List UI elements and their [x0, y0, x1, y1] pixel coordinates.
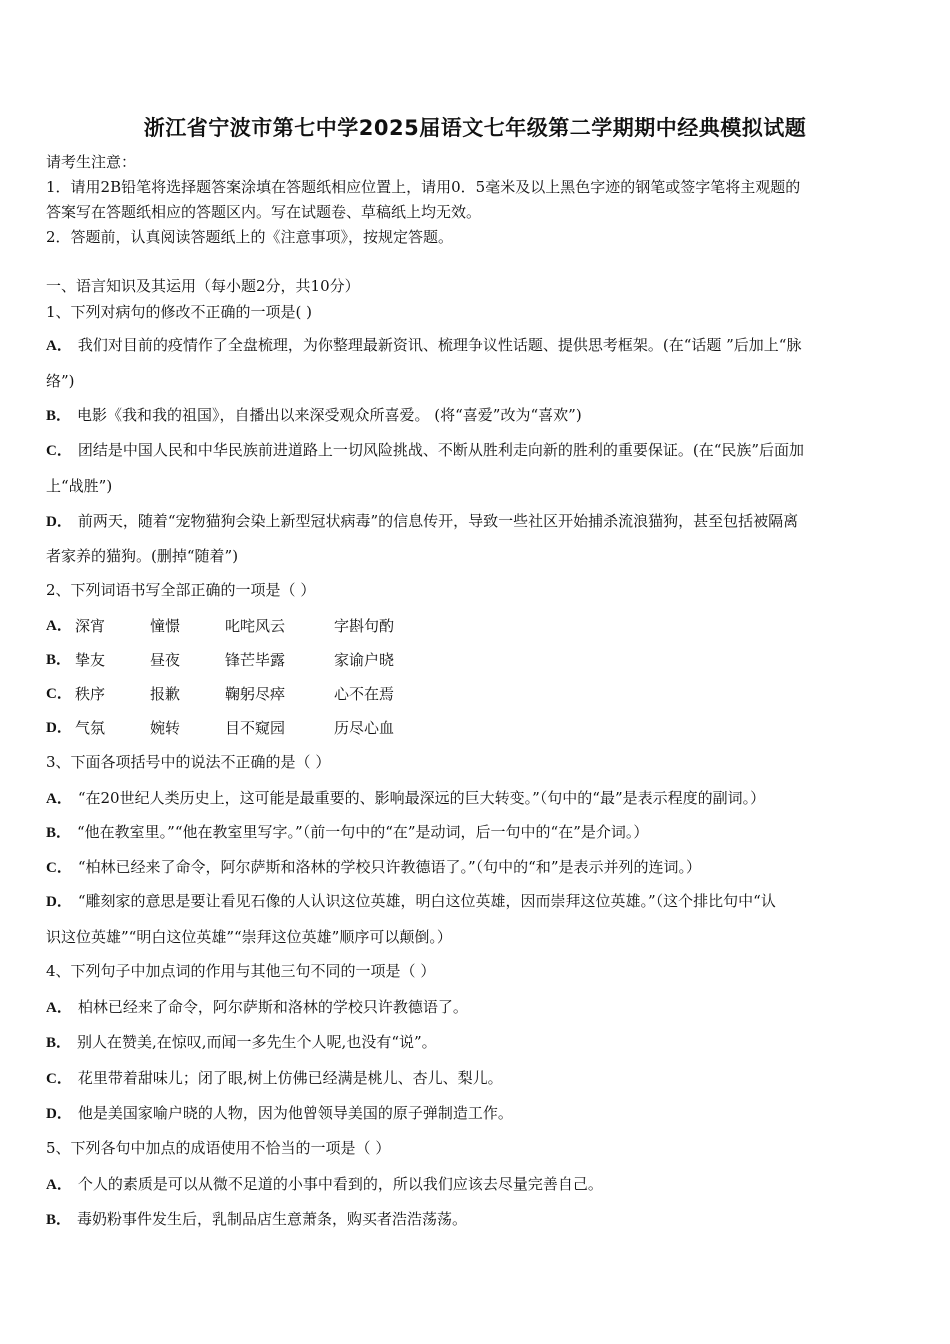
option-label: C． — [46, 443, 72, 459]
option-text: “柏林已经来了命令，阿尔萨斯和洛林的学校只许教德语了。”（句中的“和”是表示并列的连词。） — [77, 858, 702, 876]
question-1-option-a-cont: 络”) — [46, 372, 75, 390]
word: 报歉 — [150, 685, 181, 703]
word: 憧憬 — [150, 617, 181, 635]
option-text: 别人在赞美,在惊叹,而闻一多先生个人呢,也没有“说”。 — [77, 1033, 437, 1051]
question-3-option-a — [46, 788, 908, 809]
option-label: B． — [46, 652, 72, 668]
question-1-option-d-cont: 者家养的猫狗。(删掉“随着”) — [46, 547, 239, 565]
notice-item-1: 1．请用2B铅笔将选择题答案涂填在答题纸相应位置上，请用0．5毫米及以上黑色字迹的钢笔或签字笔将主观题的 — [46, 178, 801, 196]
word: 锋芒毕露 — [225, 651, 286, 669]
question-4-option-a — [46, 997, 908, 1018]
option-label: B． — [46, 1035, 72, 1051]
section-heading: 一、语言知识及其运用（每小题2分，共10分） — [46, 277, 360, 295]
word: 婉转 — [150, 719, 181, 737]
question-1-option-c-cont: 上“战胜”) — [46, 477, 113, 495]
word: 挚友 — [75, 651, 106, 669]
option-text: 我们对目前的疫情作了全盘梳理，为你整理最新资讯、梳理争议性话题、提供思考框架。(在“话题 ”后加上“脉 — [77, 336, 802, 354]
word: 叱咤风云 — [225, 617, 286, 635]
option-text: “他在教室里。”“他在教室里写字。”（前一句中的“在”是动词，后一句中的“在”是介词。） — [77, 823, 649, 841]
option-text: 团结是中国人民和中华民族前进道路上一切风险挑战、不断从胜利走向新的胜利的重要保证。(在“民族”后面加 — [77, 441, 805, 459]
word: 昼夜 — [150, 651, 181, 669]
option-label: D． — [46, 514, 72, 530]
question-1-stem: 1、下列对病句的修改不正确的一项是( ) — [46, 303, 313, 321]
option-label: A． — [46, 1000, 72, 1016]
word: 深宵 — [75, 617, 106, 635]
question-5-stem: 5、下列各句中加点的成语使用不恰当的一项是（ ） — [46, 1139, 391, 1157]
question-1-option-d — [46, 511, 908, 532]
question-4-option-b — [46, 1032, 908, 1053]
option-text: 电影《我和我的祖国》，自播出以来深受观众所喜爱。 (将“喜爱”改为“喜欢”) — [77, 406, 582, 424]
option-text: 柏林已经来了命令，阿尔萨斯和洛林的学校只许教德语了。 — [77, 998, 468, 1016]
question-5-option-a — [46, 1174, 908, 1195]
option-label: A． — [46, 338, 72, 354]
option-text: “雕刻家的意思是要让看见石像的人认识这位英雄，明白这位英雄，因而崇拜这位英雄。”（这个排比句中“认 — [77, 892, 776, 910]
page-title: 浙江省宁波市第七中学2025届语文七年级第二学期期中经典模拟试题 — [143, 116, 807, 140]
question-1-option-b — [46, 405, 908, 426]
option-text: 个人的素质是可以从微不足道的小事中看到的，所以我们应该去尽量完善自己。 — [77, 1175, 603, 1193]
option-text: 花里带着甜味儿；闭了眼,树上仿佛已经满是桃儿、杏儿、梨儿。 — [77, 1069, 503, 1087]
option-text: 前两天，随着“宠物猫狗会染上新型冠状病毒”的信息传开，导致一些社区开始捕杀流浪猫狗，甚至包括被隔离 — [77, 512, 799, 530]
word: 目不窥园 — [225, 719, 286, 737]
notice-heading: 请考生注意： — [46, 153, 137, 171]
option-text: 毒奶粉事件发生后，乳制品店生意萧条，购买者浩浩荡荡。 — [77, 1210, 468, 1228]
option-text: 他是美国家喻户晓的人物，因为他曾领导美国的原子弹制造工作。 — [77, 1104, 513, 1122]
question-3-option-b — [46, 822, 908, 843]
option-label: A． — [46, 1177, 72, 1193]
question-3-option-c — [46, 857, 908, 878]
word: 家谕户晓 — [334, 651, 395, 669]
question-3-option-d-cont: 识这位英雄”“明白这位英雄”“崇拜这位英雄”顺序可以颠倒。） — [46, 928, 452, 946]
word: 气氛 — [75, 719, 106, 737]
question-3-option-d — [46, 891, 908, 912]
question-4-option-c — [46, 1068, 908, 1089]
word: 心不在焉 — [334, 685, 395, 703]
question-1-option-c — [46, 440, 908, 461]
option-label: D． — [46, 1106, 72, 1122]
word: 字斟句酌 — [334, 617, 395, 635]
notice-item-1-cont: 答案写在答题纸相应的答题区内。写在试题卷、草稿纸上均无效。 — [46, 203, 482, 221]
option-label: C． — [46, 1071, 72, 1087]
option-label: B． — [46, 1212, 72, 1228]
question-4-stem: 4、下列句子中加点词的作用与其他三句不同的一项是（ ） — [46, 962, 436, 980]
question-4-option-d — [46, 1103, 908, 1124]
question-1-option-a — [46, 335, 908, 356]
question-3-stem: 3、下面各项括号中的说法不正确的是（ ） — [46, 753, 331, 771]
option-label: C． — [46, 860, 72, 876]
notice-item-2: 2．答题前，认真阅读答题纸上的《注意事项》，按规定答题。 — [46, 228, 454, 246]
option-label: A． — [46, 618, 72, 634]
word: 历尽心血 — [334, 719, 395, 737]
option-label: C． — [46, 686, 72, 702]
option-label: D． — [46, 894, 72, 910]
question-2-stem: 2、下列词语书写全部正确的一项是（ ） — [46, 581, 316, 599]
option-label: D． — [46, 720, 72, 736]
option-label: A． — [46, 791, 72, 807]
word: 鞠躬尽瘁 — [225, 685, 286, 703]
option-text: “在20世纪人类历史上，这可能是最重要的、影响最深远的巨大转变。”（句中的“最”是表示程度的副词。） — [77, 789, 766, 807]
word: 秩序 — [75, 685, 106, 703]
option-label: B． — [46, 825, 72, 841]
question-5-option-b — [46, 1209, 908, 1230]
option-label: B． — [46, 408, 72, 424]
